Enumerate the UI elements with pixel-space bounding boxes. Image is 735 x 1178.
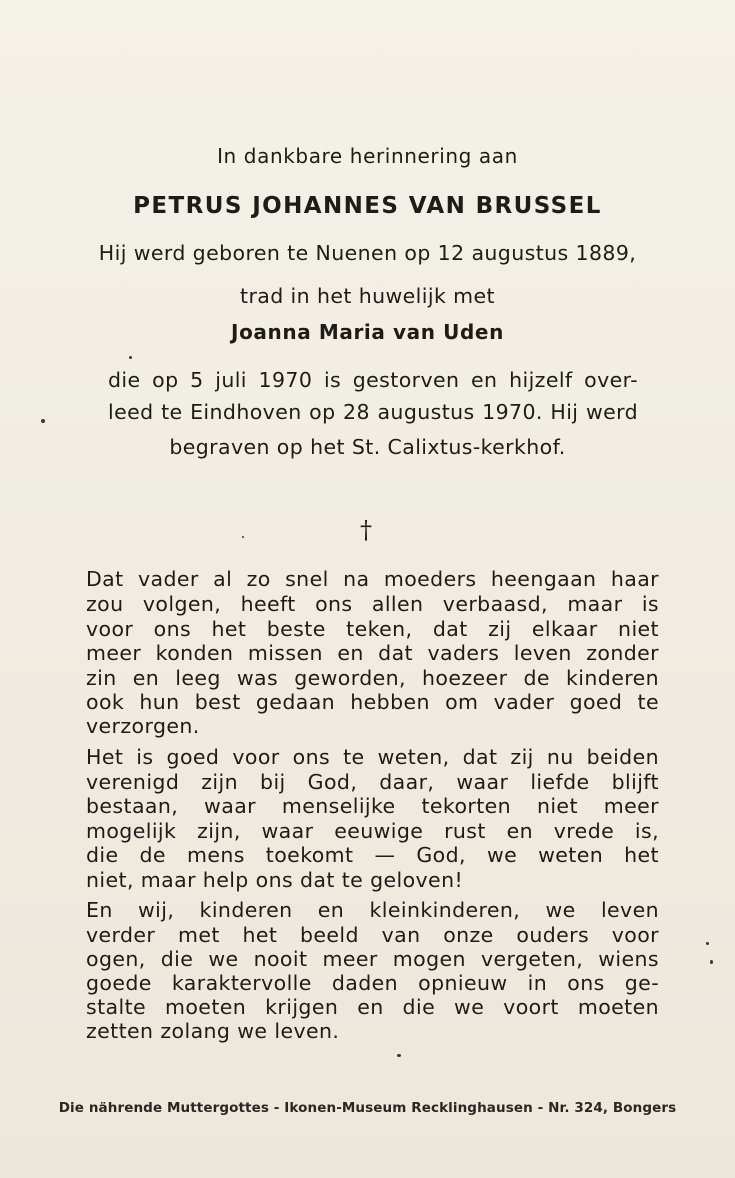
text-line: bestaan, waar menselijke tekorten niet meer <box>86 794 659 818</box>
bio-line: leed te Eindhoven op 28 augustus 1970. Hij werd <box>108 400 638 424</box>
print-speck <box>242 536 244 538</box>
text-line: Het is goed voor ons te weten, dat zij nu beiden <box>86 745 659 769</box>
text-line: ook hun best gedaan hebben om vader goed te <box>86 690 659 714</box>
text-line: niet, maar help ons dat te geloven! <box>86 868 464 892</box>
text-line: goede karaktervolle daden opnieuw in ons ge- <box>86 971 659 995</box>
print-speck <box>129 356 132 359</box>
print-speck <box>41 419 45 423</box>
text-line: zetten zolang we leven. <box>86 1019 340 1043</box>
text-line: ogen, die we nooit meer mogen vergeten, wiens <box>86 947 659 971</box>
marriage-line: trad in het huwelijk met <box>240 284 495 308</box>
text-line: Dat vader al zo snel na moeders heengaan haar <box>86 567 659 591</box>
print-speck <box>706 942 709 945</box>
text-line: die de mens toekomt — God, we weten het <box>86 843 659 867</box>
text-line: En wij, kinderen en kleinkinderen, we leven <box>86 898 659 922</box>
print-speck <box>710 960 713 964</box>
text-line: mogelijk zijn, waar eeuwige rust en vrede is, <box>86 819 659 843</box>
text-line: voor ons het beste teken, dat zij elkaar niet <box>86 617 659 641</box>
publisher-footer: Die nährende Muttergottes - Ikonen-Museum Recklinghausen - Nr. 324, Bongers <box>58 1100 677 1116</box>
bio-line: begraven op het St. Calixtus-kerkhof. <box>169 435 566 459</box>
text-line: verzorgen. <box>86 714 200 738</box>
text-line: zin en leeg was geworden, hoezeer de kinderen <box>86 666 659 690</box>
spouse-name: Joanna Maria van Uden <box>231 320 504 344</box>
intro-line: In dankbare herinnering aan <box>217 144 518 168</box>
text-line: stalte moeten krijgen en die we voort moeten <box>86 995 659 1019</box>
bio-line: die op 5 juli 1970 is gestorven en hijzelf over- <box>108 368 638 392</box>
text-line: zou volgen, heeft ons allen verbaasd, maar is <box>86 592 659 616</box>
text-line: verenigd zijn bij God, daar, waar liefde blijft <box>86 770 659 794</box>
birth-line: Hij werd geboren te Nuenen op 12 augustus 1889, <box>98 241 637 265</box>
deceased-name: PETRUS JOHANNES VAN BRUSSEL <box>133 193 602 219</box>
print-speck <box>397 1054 401 1057</box>
cross-icon: † <box>360 516 372 544</box>
text-line: meer konden missen en dat vaders leven zonder <box>86 641 659 665</box>
text-line: verder met het beeld van onze ouders voor <box>86 923 659 947</box>
